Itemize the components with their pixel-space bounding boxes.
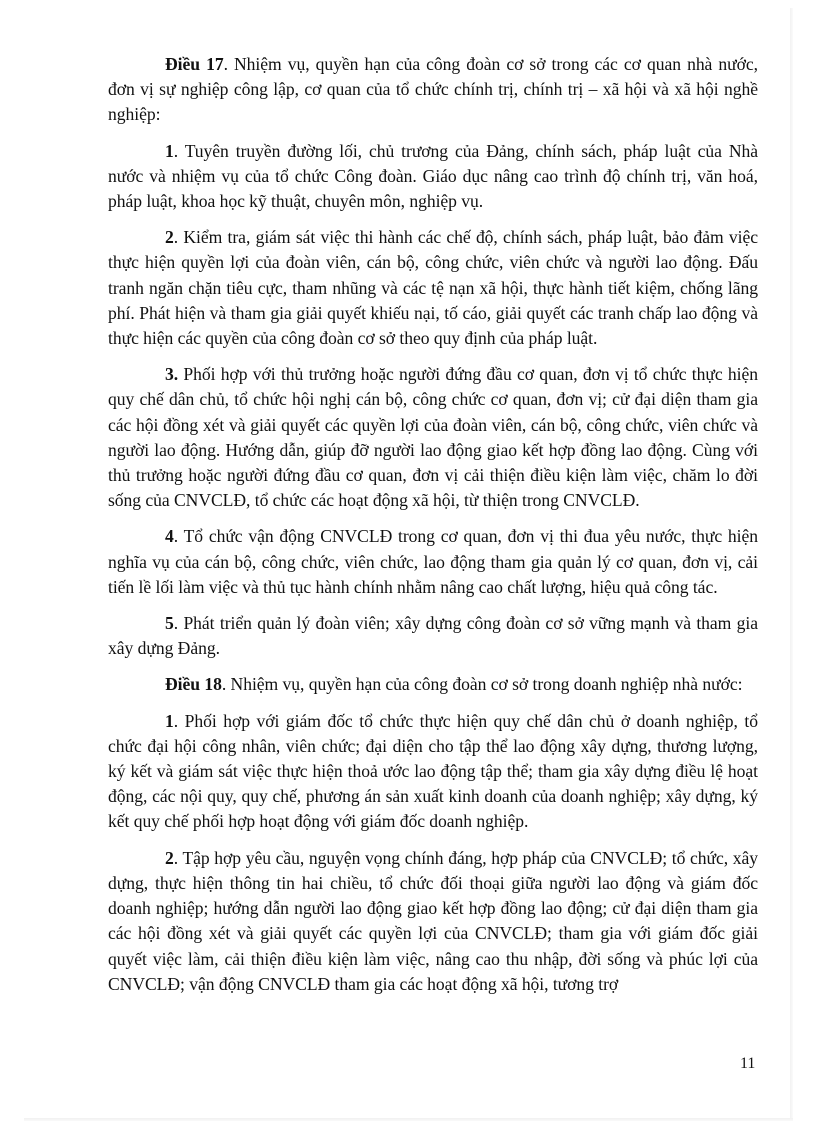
article-18-clause-1 xyxy=(108,709,758,835)
article-17-clause-2 xyxy=(108,225,758,351)
article-label: Điều 18 xyxy=(165,674,222,695)
page-number: 11 xyxy=(740,1055,756,1072)
clause-text: . Tập hợp yêu cầu, nguyện vọng chính đáng, hợp pháp của CNVCLĐ; tổ chức, xây dựng, thực hiện thông tin hai chiều, tổ chức đối thoại giữa người lao động và giám đốc doanh nghiệp; hướng dẫn người lao động giao kết hợp đồng lao động; cử đại diện tham gia các hội đồng xét và giải quyết các quyền lợi của CNVCLĐ; tham gia với giám đốc giải quyết việc làm, cải thiện điều kiện làm việc, nâng cao thu nhập, đời sống và phúc lợi của CNVCLĐ; vận động CNVCLĐ tham gia các hoạt động xã hội, tương trợ xyxy=(108,847,758,994)
clause-number: 4 xyxy=(165,526,174,547)
clause-number: 1 xyxy=(165,710,174,731)
clause-number: 5 xyxy=(165,613,174,634)
clause-number: 1 xyxy=(165,140,174,161)
article-text: . Nhiệm vụ, quyền hạn của công đoàn cơ sở trong doanh nghiệp nhà nước: xyxy=(221,674,743,695)
page-shadow-bottom xyxy=(24,1118,793,1121)
article-17-clause-1 xyxy=(108,139,758,215)
article-text: . Nhiệm vụ, quyền hạn của công đoàn cơ sở trong các cơ quan nhà nước, đơn vị sự nghiệp công lập, cơ quan của tổ chức chính trị, chính trị – xã hội và xã hội nghề nghiệp: xyxy=(108,54,758,125)
article-17-clause-5 xyxy=(108,611,758,661)
article-17-clause-4 xyxy=(108,524,758,600)
page-shadow-right xyxy=(790,8,793,1120)
clause-text: Phối hợp với thủ trưởng hoặc người đứng đầu cơ quan, đơn vị tổ chức thực hiện quy chế dân chủ, tổ chức hội nghị cán bộ, công chức cơ quan, đơn vị; cử đại diện tham gia các hội đồng xét và giải quyết các quyền lợi của đoàn viên, cán bộ, công chức, viên chức và người lao động. Hướng dẫn, giúp đỡ người lao động giao kết hợp đồng lao động. Cùng với thủ trưởng hoặc người đứng đầu cơ quan, đơn vị cải thiện điều kiện làm việc, chăm lo đời sống của CNVCLĐ, tổ chức các hoạt động xã hội, từ thiện trong CNVCLĐ. xyxy=(108,364,758,511)
clause-text: . Tổ chức vận động CNVCLĐ trong cơ quan, đơn vị thi đua yêu nước, thực hiện nghĩa vụ của cán bộ, công chức, viên chức, lao động tham gia quản lý cơ quan, đơn vị, cải tiến lề lối làm việc và thủ tục hành chính nhằm nâng cao chất lượng, hiệu quả công tác. xyxy=(108,526,758,597)
clause-text: . Kiểm tra, giám sát việc thi hành các chế độ, chính sách, pháp luật, bảo đảm việc thực hiện quyền lợi của đoàn viên, cán bộ, công chức, viên chức và người lao động. Đấu tranh ngăn chặn tiêu cực, tham nhũng và các tệ nạn xã hội, thực hành tiết kiệm, chống lãng phí. Phát hiện và tham gia giải quyết khiếu nại, tố cáo, giải quyết các tranh chấp lao động và thực hiện các quyền của công đoàn cơ sở theo quy định của pháp luật. xyxy=(108,227,758,349)
document-page xyxy=(108,52,758,1008)
clause-number: 3. xyxy=(165,364,179,385)
clause-text: . Phối hợp với giám đốc tổ chức thực hiện quy chế dân chủ ở doanh nghiệp, tổ chức đại hội công nhân, viên chức; đại diện cho tập thể lao động xây dựng, thương lượng, ký kết và giám sát việc thực hiện thoả ước lao động tập thể; tham gia xây dựng điều lệ hoạt động, các nội quy, quy chế, phương án sản xuất kinh doanh của doanh nghiệp; xây dựng, ký kết quy chế phối hợp hoạt động với giám đốc doanh nghiệp. xyxy=(108,710,758,832)
clause-text: . Tuyên truyền đường lối, chủ trương của Đảng, chính sách, pháp luật của Nhà nước và nhiệm vụ của tổ chức Công đoàn. Giáo dục nâng cao trình độ chính trị, văn hoá, pháp luật, khoa học kỹ thuật, chuyên môn, nghiệp vụ. xyxy=(108,140,758,212)
clause-text: . Phát triển quản lý đoàn viên; xây dựng công đoàn cơ sở vững mạnh và tham gia xây dựng Đảng. xyxy=(108,613,758,659)
article-17-clause-3 xyxy=(108,362,758,513)
article-label: Điều 17 xyxy=(165,54,224,74)
article-18-heading xyxy=(108,672,758,697)
clause-number: 2 xyxy=(165,227,174,248)
article-17-heading xyxy=(108,52,758,128)
article-18-clause-2 xyxy=(108,846,758,997)
clause-number: 2 xyxy=(165,847,174,868)
